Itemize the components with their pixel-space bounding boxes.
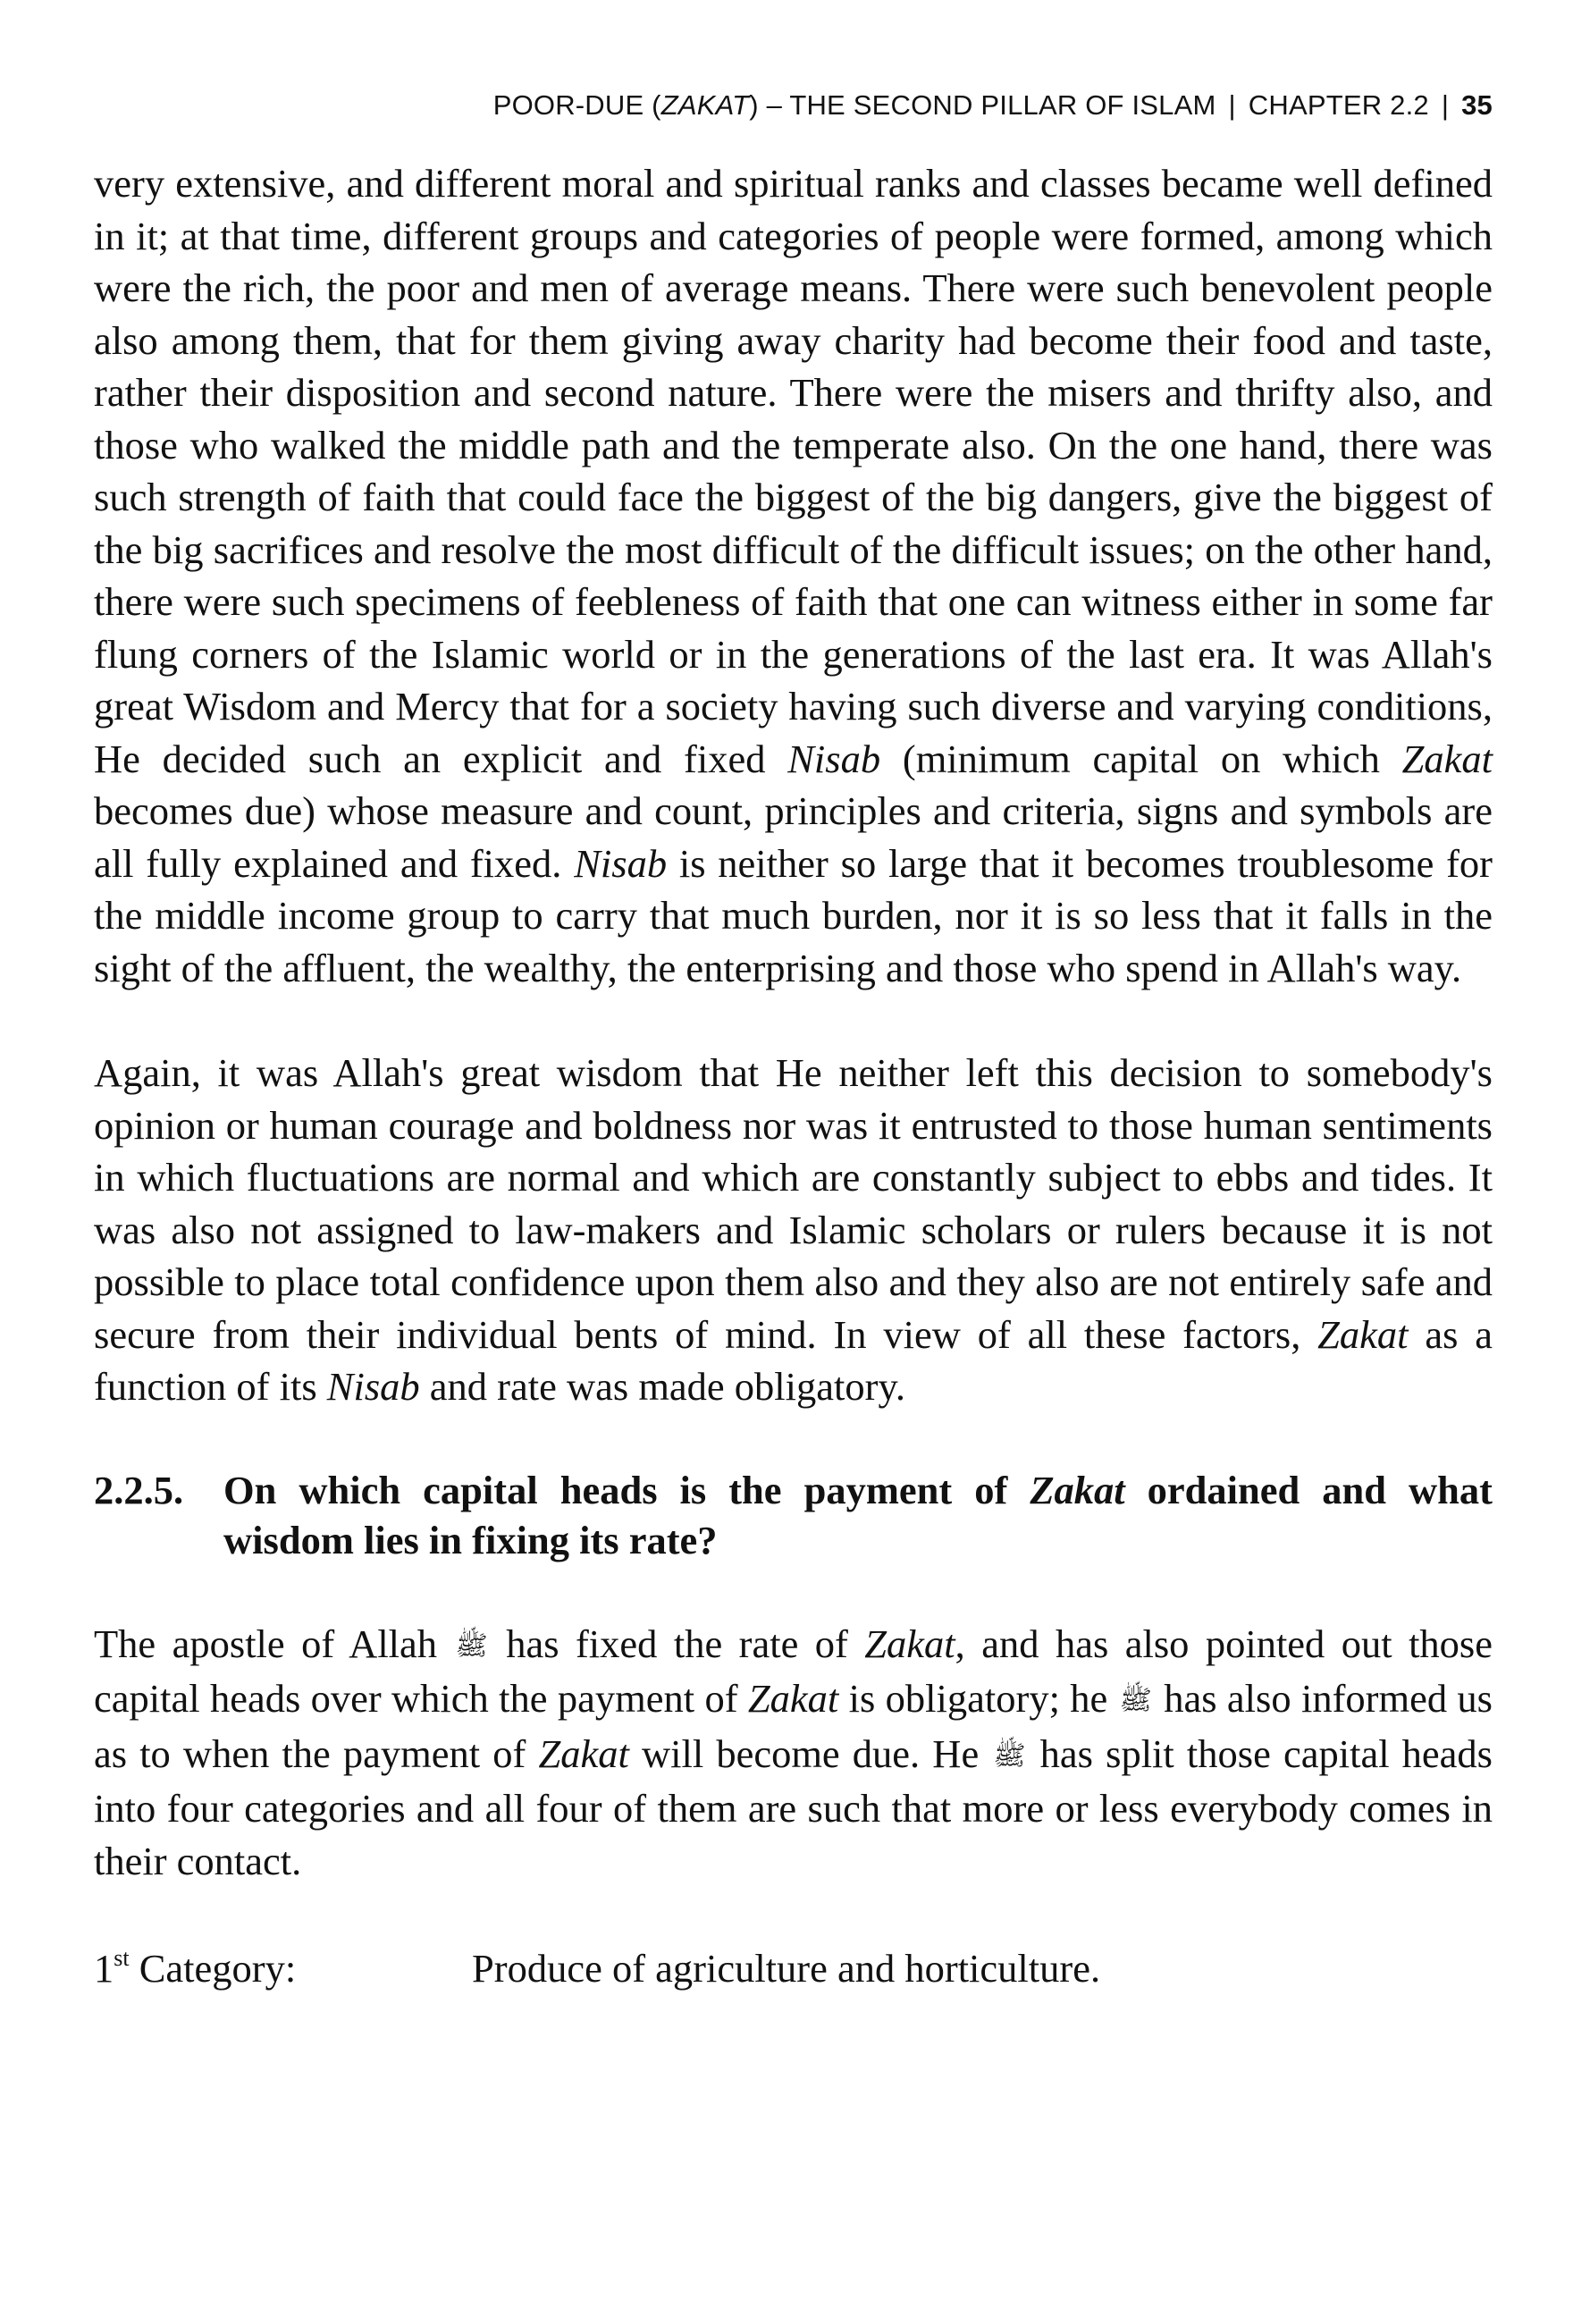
- category-row: [94, 1942, 1493, 1994]
- paragraph-3: The apostle of Allah ﷺ has fixed the rate of Zakat, and has also pointed out those capital heads over which the payment of Zakat is obligatory; he ﷺ has also informed us as to when the payment of Zakat will become due. He ﷺ has split those capital heads into four categories and all four of them are such that more or less everybody comes in their contact.: [94, 1621, 1493, 1883]
- running-header: [94, 89, 1493, 122]
- header-title: POOR-DUE (ZAKAT) – THE SECOND PILLAR OF ISLAM: [492, 89, 1216, 121]
- honorific-icon: ﷺ: [1119, 1685, 1152, 1716]
- header-chapter: CHAPTER 2.2: [1248, 89, 1429, 121]
- section-heading: [94, 1465, 1493, 1565]
- section-number: 2.2.5.: [94, 1467, 184, 1512]
- page: [94, 89, 1493, 1994]
- header-separator-2: |: [1441, 89, 1450, 121]
- header-separator: |: [1228, 89, 1236, 121]
- paragraph-2: Again, it was Allah's great wisdom that He neither left this decision to somebody's opinion or human courage and boldness nor was it entrusted to those human sentiments in which fluctuations are normal and which are constantly subject to ebbs and tides. It was also not assigned to law-makers and Islamic scholars or rulers because it is not possible to place total confidence upon them also and they also are not entirely safe and secure from their individual bents of mind. In view of all these factors, Zakat as a function of its Nisab and rate was made obligatory.: [94, 1050, 1493, 1409]
- honorific-icon: ﷺ: [455, 1629, 488, 1662]
- section-title: On which capital heads is the payment of Zakat ordained and what wisdom lies in fixing its rate?: [223, 1467, 1493, 1562]
- paragraph-1: very extensive, and different moral and spiritual ranks and classes became well defined in it; at that time, different groups and categories of people were formed, among which were the rich, the poor and men of average means. There were such benevolent people also among them, that for them giving away charity had become their food and taste, rather their disposition and second nature. There were the misers and thrifty also, and those who walked the middle path and the temperate also. On the one hand, there was such strength of faith that could face the biggest of the big dangers, give the biggest of the big sacrifices and resolve the most difficult of the difficult issues; on the other hand, there were such specimens of feebleness of faith that one can witness either in some far flung corners of the Islamic world or in the generations of the last era. It was Allah's great Wisdom and Mercy that for a society having such diverse and varying conditions, He decided such an explicit and fixed Nisab (minimum capital on which Zakat becomes due) whose measure and count, principles and criteria, signs and symbols are all fully explained and fixed. Nisab is neither so large that it becomes troublesome for the middle income group to carry that much burden, nor it is so less that it falls in the sight of the affluent, the wealthy, the enterprising and those who spend in Allah's way.: [94, 161, 1493, 990]
- honorific-icon: ﷺ: [993, 1739, 1026, 1772]
- page-number: 35: [1461, 89, 1493, 121]
- category-description: Produce of agriculture and horticulture.: [472, 1946, 1101, 1991]
- category-label: 1st Category:: [94, 1945, 297, 1991]
